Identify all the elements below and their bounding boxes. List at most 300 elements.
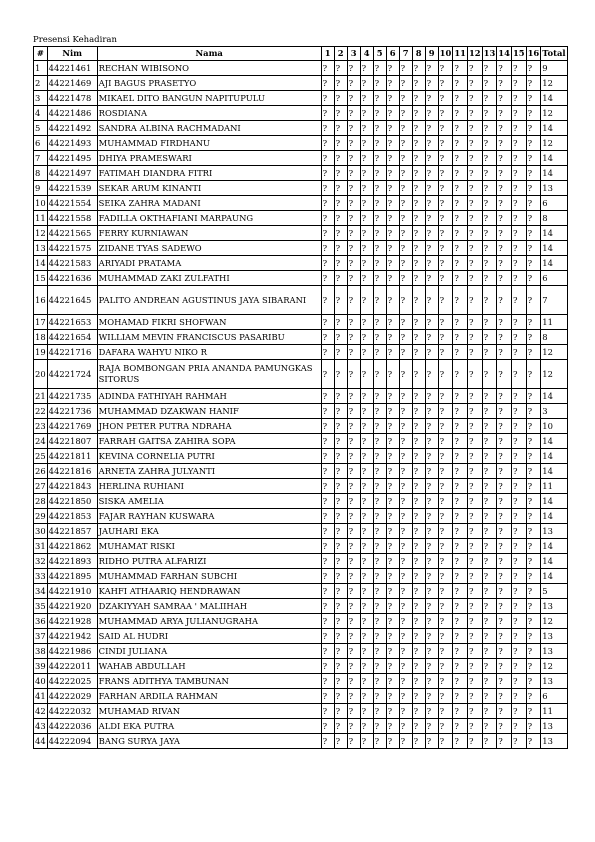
attendance-mark: ?	[467, 106, 482, 121]
attendance-mark: ?	[482, 211, 497, 226]
attendance-mark: ?	[321, 419, 334, 434]
attendance-mark: ?	[425, 494, 438, 509]
attendance-mark: ?	[425, 196, 438, 211]
attendance-mark: ?	[511, 360, 526, 389]
attendance-mark: ?	[438, 61, 453, 76]
attendance-total: 14	[541, 434, 567, 449]
attendance-mark: ?	[386, 494, 399, 509]
row-number: 14	[34, 256, 48, 271]
attendance-mark: ?	[511, 554, 526, 569]
attendance-mark: ?	[511, 106, 526, 121]
attendance-mark: ?	[453, 91, 468, 106]
student-name: AJI BAGUS PRASETYO	[97, 76, 321, 91]
attendance-mark: ?	[425, 674, 438, 689]
attendance-mark: ?	[438, 674, 453, 689]
attendance-mark: ?	[412, 614, 425, 629]
attendance-mark: ?	[412, 61, 425, 76]
attendance-mark: ?	[347, 674, 360, 689]
attendance-mark: ?	[467, 449, 482, 464]
attendance-mark: ?	[467, 211, 482, 226]
attendance-mark: ?	[511, 241, 526, 256]
attendance-mark: ?	[425, 256, 438, 271]
student-name: SISKA AMELIA	[97, 494, 321, 509]
attendance-mark: ?	[386, 509, 399, 524]
student-nim: 44221583	[47, 256, 97, 271]
attendance-mark: ?	[467, 271, 482, 286]
attendance-mark: ?	[412, 479, 425, 494]
attendance-mark: ?	[526, 539, 541, 554]
attendance-mark: ?	[453, 389, 468, 404]
attendance-mark: ?	[373, 659, 386, 674]
attendance-mark: ?	[425, 539, 438, 554]
attendance-mark: ?	[438, 479, 453, 494]
attendance-mark: ?	[453, 659, 468, 674]
table-body	[34, 61, 568, 749]
attendance-mark: ?	[482, 389, 497, 404]
attendance-mark: ?	[425, 151, 438, 166]
attendance-mark: ?	[386, 479, 399, 494]
attendance-mark: ?	[526, 271, 541, 286]
attendance-mark: ?	[373, 166, 386, 181]
attendance-mark: ?	[334, 539, 347, 554]
attendance-mark: ?	[399, 689, 412, 704]
attendance-total: 8	[541, 211, 567, 226]
attendance-mark: ?	[482, 539, 497, 554]
attendance-mark: ?	[373, 509, 386, 524]
attendance-mark: ?	[425, 389, 438, 404]
student-name: FERRY KURNIAWAN	[97, 226, 321, 241]
student-nim: 44221928	[47, 614, 97, 629]
student-nim: 44221645	[47, 286, 97, 315]
attendance-mark: ?	[334, 614, 347, 629]
attendance-mark: ?	[497, 644, 512, 659]
attendance-mark: ?	[334, 704, 347, 719]
attendance-mark: ?	[511, 256, 526, 271]
attendance-mark: ?	[360, 106, 373, 121]
attendance-mark: ?	[526, 449, 541, 464]
attendance-mark: ?	[453, 330, 468, 345]
attendance-mark: ?	[399, 479, 412, 494]
col-header-session: 6	[386, 47, 399, 61]
attendance-mark: ?	[438, 509, 453, 524]
student-name: FARRAH GAITSA ZAHIRA SOPA	[97, 434, 321, 449]
attendance-total: 8	[541, 330, 567, 345]
attendance-mark: ?	[373, 404, 386, 419]
attendance-mark: ?	[497, 569, 512, 584]
attendance-mark: ?	[334, 211, 347, 226]
attendance-mark: ?	[321, 509, 334, 524]
attendance-mark: ?	[497, 719, 512, 734]
attendance-mark: ?	[438, 271, 453, 286]
attendance-mark: ?	[373, 539, 386, 554]
attendance-mark: ?	[360, 569, 373, 584]
attendance-mark: ?	[321, 330, 334, 345]
attendance-mark: ?	[497, 539, 512, 554]
attendance-total: 12	[541, 136, 567, 151]
attendance-mark: ?	[360, 674, 373, 689]
attendance-mark: ?	[482, 734, 497, 749]
attendance-mark: ?	[467, 196, 482, 211]
student-name: RIDHO PUTRA ALFARIZI	[97, 554, 321, 569]
attendance-mark: ?	[511, 315, 526, 330]
attendance-mark: ?	[526, 674, 541, 689]
attendance-mark: ?	[425, 360, 438, 389]
attendance-mark: ?	[482, 226, 497, 241]
row-number: 17	[34, 315, 48, 330]
attendance-mark: ?	[373, 494, 386, 509]
attendance-mark: ?	[386, 644, 399, 659]
attendance-mark: ?	[511, 389, 526, 404]
attendance-mark: ?	[467, 524, 482, 539]
attendance-mark: ?	[386, 464, 399, 479]
attendance-mark: ?	[425, 659, 438, 674]
attendance-mark: ?	[347, 479, 360, 494]
attendance-mark: ?	[399, 509, 412, 524]
attendance-mark: ?	[321, 719, 334, 734]
attendance-mark: ?	[360, 449, 373, 464]
attendance-mark: ?	[425, 241, 438, 256]
attendance-mark: ?	[511, 479, 526, 494]
attendance-mark: ?	[412, 389, 425, 404]
col-header-session: 8	[412, 47, 425, 61]
attendance-mark: ?	[467, 181, 482, 196]
attendance-mark: ?	[453, 674, 468, 689]
attendance-mark: ?	[360, 121, 373, 136]
attendance-mark: ?	[399, 286, 412, 315]
student-nim: 44221565	[47, 226, 97, 241]
attendance-mark: ?	[360, 464, 373, 479]
attendance-mark: ?	[425, 584, 438, 599]
student-nim: 44221920	[47, 599, 97, 614]
attendance-mark: ?	[453, 419, 468, 434]
row-number: 32	[34, 554, 48, 569]
attendance-mark: ?	[526, 91, 541, 106]
attendance-mark: ?	[453, 494, 468, 509]
attendance-mark: ?	[453, 315, 468, 330]
student-name: DZAKIYYAH SAMRAA ' MALIIHAH	[97, 599, 321, 614]
table-row	[34, 539, 568, 554]
attendance-mark: ?	[399, 404, 412, 419]
attendance-mark: ?	[386, 121, 399, 136]
attendance-mark: ?	[386, 719, 399, 734]
attendance-mark: ?	[360, 434, 373, 449]
attendance-mark: ?	[453, 719, 468, 734]
attendance-mark: ?	[438, 419, 453, 434]
student-nim: 44221807	[47, 434, 97, 449]
attendance-mark: ?	[453, 539, 468, 554]
attendance-mark: ?	[438, 644, 453, 659]
col-header-nim: Nim	[47, 47, 97, 61]
attendance-mark: ?	[386, 569, 399, 584]
student-nim: 44221843	[47, 479, 97, 494]
attendance-mark: ?	[497, 614, 512, 629]
student-nim: 44221654	[47, 330, 97, 345]
attendance-mark: ?	[453, 434, 468, 449]
attendance-mark: ?	[425, 226, 438, 241]
attendance-mark: ?	[467, 509, 482, 524]
attendance-mark: ?	[511, 196, 526, 211]
attendance-mark: ?	[334, 734, 347, 749]
attendance-mark: ?	[482, 599, 497, 614]
attendance-mark: ?	[334, 106, 347, 121]
attendance-mark: ?	[321, 524, 334, 539]
attendance-mark: ?	[526, 166, 541, 181]
table-row	[34, 704, 568, 719]
attendance-mark: ?	[373, 614, 386, 629]
row-number: 11	[34, 211, 48, 226]
student-nim: 44222036	[47, 719, 97, 734]
attendance-mark: ?	[438, 76, 453, 91]
table-row	[34, 524, 568, 539]
attendance-mark: ?	[373, 360, 386, 389]
table-row	[34, 151, 568, 166]
attendance-mark: ?	[386, 76, 399, 91]
student-name: MUHAMMAD ZAKI ZULFATHI	[97, 271, 321, 286]
student-nim: 44221910	[47, 584, 97, 599]
attendance-mark: ?	[497, 404, 512, 419]
attendance-mark: ?	[467, 241, 482, 256]
attendance-mark: ?	[511, 599, 526, 614]
student-name: RECHAN WIBISONO	[97, 61, 321, 76]
attendance-mark: ?	[482, 315, 497, 330]
attendance-mark: ?	[321, 674, 334, 689]
student-name: FADILLA OKTHAFIANI MARPAUNG	[97, 211, 321, 226]
attendance-mark: ?	[453, 734, 468, 749]
attendance-mark: ?	[360, 360, 373, 389]
attendance-mark: ?	[412, 226, 425, 241]
attendance-mark: ?	[453, 584, 468, 599]
table-row	[34, 226, 568, 241]
attendance-mark: ?	[360, 345, 373, 360]
attendance-mark: ?	[334, 61, 347, 76]
student-name: JAUHARI EKA	[97, 524, 321, 539]
attendance-mark: ?	[399, 599, 412, 614]
attendance-mark: ?	[438, 286, 453, 315]
student-nim: 44222094	[47, 734, 97, 749]
attendance-mark: ?	[321, 479, 334, 494]
attendance-mark: ?	[511, 211, 526, 226]
attendance-mark: ?	[425, 599, 438, 614]
attendance-mark: ?	[467, 689, 482, 704]
attendance-mark: ?	[347, 389, 360, 404]
row-number: 22	[34, 404, 48, 419]
student-name: KAHFI ATHAARIQ HENDRAWAN	[97, 584, 321, 599]
attendance-mark: ?	[482, 136, 497, 151]
attendance-mark: ?	[321, 345, 334, 360]
attendance-mark: ?	[438, 241, 453, 256]
attendance-mark: ?	[497, 136, 512, 151]
attendance-mark: ?	[438, 554, 453, 569]
attendance-mark: ?	[482, 121, 497, 136]
attendance-mark: ?	[373, 644, 386, 659]
student-name: MUHAMAT RISKI	[97, 539, 321, 554]
attendance-mark: ?	[386, 659, 399, 674]
attendance-mark: ?	[399, 166, 412, 181]
attendance-mark: ?	[482, 345, 497, 360]
attendance-mark: ?	[399, 419, 412, 434]
attendance-mark: ?	[453, 121, 468, 136]
attendance-mark: ?	[347, 315, 360, 330]
table-row	[34, 419, 568, 434]
attendance-mark: ?	[482, 509, 497, 524]
attendance-mark: ?	[425, 330, 438, 345]
attendance-mark: ?	[467, 136, 482, 151]
attendance-mark: ?	[334, 644, 347, 659]
attendance-mark: ?	[438, 360, 453, 389]
attendance-mark: ?	[482, 419, 497, 434]
attendance-mark: ?	[386, 226, 399, 241]
attendance-mark: ?	[467, 345, 482, 360]
student-name: FARHAN ARDILA RAHMAN	[97, 689, 321, 704]
attendance-mark: ?	[482, 434, 497, 449]
attendance-mark: ?	[511, 629, 526, 644]
attendance-mark: ?	[453, 644, 468, 659]
row-number: 43	[34, 719, 48, 734]
attendance-mark: ?	[386, 286, 399, 315]
attendance-mark: ?	[482, 151, 497, 166]
attendance-total: 13	[541, 719, 567, 734]
attendance-mark: ?	[347, 734, 360, 749]
attendance-total: 6	[541, 196, 567, 211]
attendance-mark: ?	[526, 121, 541, 136]
attendance-mark: ?	[526, 554, 541, 569]
attendance-mark: ?	[360, 584, 373, 599]
row-number: 7	[34, 151, 48, 166]
attendance-mark: ?	[526, 256, 541, 271]
attendance-mark: ?	[386, 554, 399, 569]
attendance-mark: ?	[347, 241, 360, 256]
attendance-mark: ?	[373, 330, 386, 345]
attendance-mark: ?	[511, 271, 526, 286]
attendance-mark: ?	[386, 524, 399, 539]
attendance-mark: ?	[373, 524, 386, 539]
attendance-mark: ?	[497, 345, 512, 360]
attendance-mark: ?	[360, 389, 373, 404]
attendance-mark: ?	[511, 136, 526, 151]
attendance-mark: ?	[360, 524, 373, 539]
attendance-mark: ?	[347, 524, 360, 539]
attendance-mark: ?	[399, 181, 412, 196]
attendance-mark: ?	[511, 434, 526, 449]
attendance-mark: ?	[497, 464, 512, 479]
attendance-mark: ?	[347, 136, 360, 151]
attendance-mark: ?	[453, 271, 468, 286]
attendance-mark: ?	[467, 599, 482, 614]
attendance-mark: ?	[386, 211, 399, 226]
attendance-mark: ?	[360, 211, 373, 226]
attendance-mark: ?	[360, 181, 373, 196]
attendance-mark: ?	[453, 479, 468, 494]
attendance-total: 14	[541, 449, 567, 464]
table-row	[34, 494, 568, 509]
attendance-mark: ?	[360, 539, 373, 554]
attendance-mark: ?	[425, 704, 438, 719]
attendance-mark: ?	[497, 286, 512, 315]
attendance-mark: ?	[373, 61, 386, 76]
attendance-mark: ?	[497, 241, 512, 256]
attendance-mark: ?	[412, 524, 425, 539]
attendance-mark: ?	[360, 151, 373, 166]
attendance-mark: ?	[399, 315, 412, 330]
attendance-mark: ?	[347, 689, 360, 704]
attendance-mark: ?	[373, 464, 386, 479]
col-header-session: 2	[334, 47, 347, 61]
row-number: 37	[34, 629, 48, 644]
attendance-mark: ?	[347, 599, 360, 614]
attendance-mark: ?	[467, 151, 482, 166]
attendance-mark: ?	[438, 196, 453, 211]
attendance-mark: ?	[438, 211, 453, 226]
attendance-mark: ?	[373, 345, 386, 360]
attendance-mark: ?	[438, 330, 453, 345]
attendance-mark: ?	[453, 449, 468, 464]
attendance-mark: ?	[511, 286, 526, 315]
table-row	[34, 674, 568, 689]
attendance-mark: ?	[453, 464, 468, 479]
attendance-mark: ?	[467, 256, 482, 271]
student-name: CINDI JULIANA	[97, 644, 321, 659]
attendance-mark: ?	[360, 330, 373, 345]
table-row	[34, 211, 568, 226]
attendance-mark: ?	[334, 91, 347, 106]
attendance-mark: ?	[511, 61, 526, 76]
attendance-mark: ?	[511, 644, 526, 659]
row-number: 4	[34, 106, 48, 121]
attendance-mark: ?	[425, 76, 438, 91]
attendance-mark: ?	[467, 719, 482, 734]
attendance-mark: ?	[438, 599, 453, 614]
table-row	[34, 659, 568, 674]
attendance-mark: ?	[482, 449, 497, 464]
row-number: 2	[34, 76, 48, 91]
attendance-mark: ?	[425, 689, 438, 704]
table-row	[34, 434, 568, 449]
attendance-mark: ?	[412, 689, 425, 704]
attendance-mark: ?	[438, 584, 453, 599]
attendance-mark: ?	[438, 719, 453, 734]
row-number: 6	[34, 136, 48, 151]
attendance-total: 11	[541, 704, 567, 719]
attendance-mark: ?	[373, 315, 386, 330]
attendance-mark: ?	[467, 419, 482, 434]
attendance-mark: ?	[497, 76, 512, 91]
attendance-mark: ?	[399, 106, 412, 121]
attendance-mark: ?	[334, 389, 347, 404]
attendance-mark: ?	[386, 166, 399, 181]
attendance-mark: ?	[360, 196, 373, 211]
attendance-mark: ?	[347, 211, 360, 226]
attendance-mark: ?	[482, 404, 497, 419]
attendance-mark: ?	[347, 121, 360, 136]
attendance-mark: ?	[497, 509, 512, 524]
attendance-mark: ?	[497, 196, 512, 211]
attendance-mark: ?	[412, 659, 425, 674]
attendance-mark: ?	[438, 181, 453, 196]
attendance-mark: ?	[321, 181, 334, 196]
attendance-mark: ?	[399, 434, 412, 449]
attendance-mark: ?	[467, 614, 482, 629]
attendance-mark: ?	[321, 434, 334, 449]
attendance-mark: ?	[412, 584, 425, 599]
attendance-mark: ?	[386, 106, 399, 121]
attendance-mark: ?	[386, 360, 399, 389]
attendance-mark: ?	[453, 211, 468, 226]
attendance-mark: ?	[412, 434, 425, 449]
attendance-mark: ?	[399, 211, 412, 226]
attendance-mark: ?	[438, 629, 453, 644]
attendance-mark: ?	[347, 644, 360, 659]
attendance-mark: ?	[373, 674, 386, 689]
